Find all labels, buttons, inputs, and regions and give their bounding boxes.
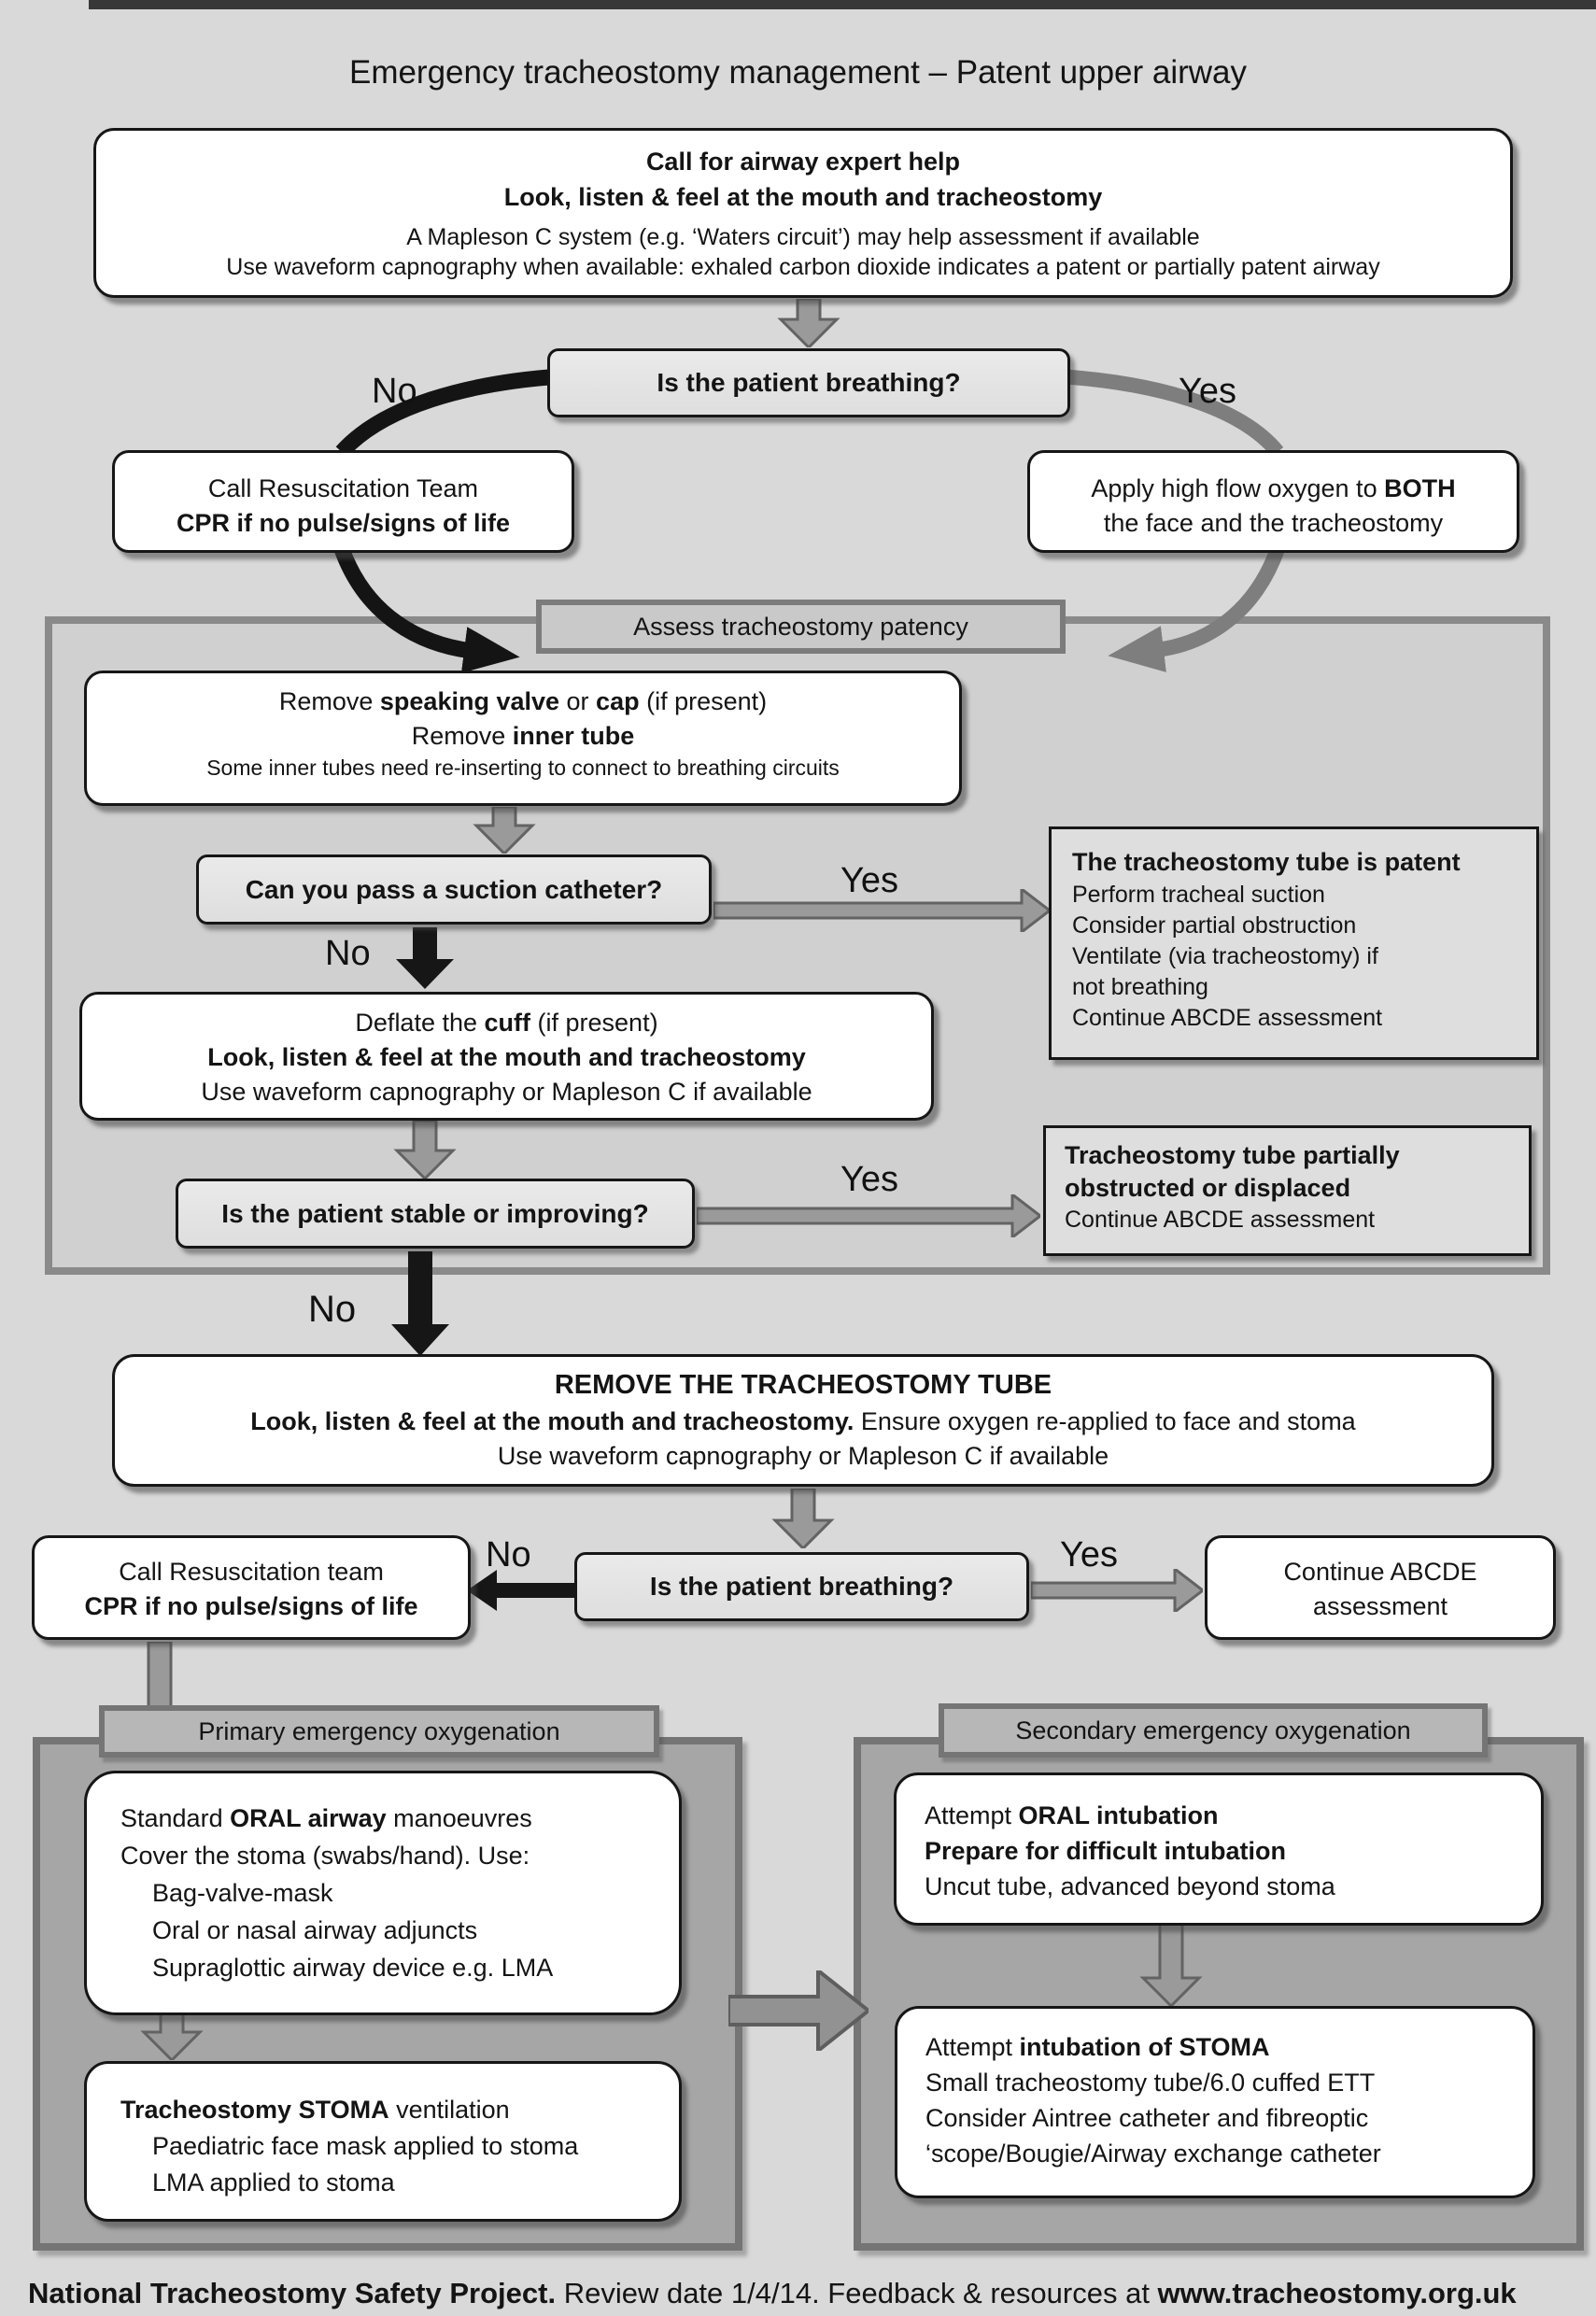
- cpr-2-line2: CPR if no pulse/signs of life: [84, 1592, 418, 1620]
- call-expert-line3: A Mapleson C system (e.g. ‘Waters circuit’) may help assessment if available: [406, 224, 1200, 250]
- question-breathing-1-text: Is the patient breathing?: [657, 368, 961, 397]
- yes-label-3: Yes: [840, 1160, 898, 1199]
- abcde-box: [1205, 1535, 1556, 1640]
- no-label-1: No: [372, 372, 417, 411]
- oral-airway-item: Bag-valve-mask: [152, 1879, 333, 1907]
- yes-curve-icon: [1059, 376, 1278, 452]
- arrow-down-black-icon: [392, 927, 458, 989]
- tube-patent-line: Ventilate (via tracheostomy) if: [1072, 943, 1378, 969]
- tube-obstructed-box: [1043, 1125, 1532, 1256]
- question-suction: [196, 854, 712, 925]
- call-expert-box: [93, 128, 1513, 298]
- no-curve-to-assess-icon: [342, 549, 472, 651]
- arrow-down-icon: [472, 807, 537, 854]
- yes-label-1: Yes: [1179, 372, 1236, 411]
- arrow-down-icon: [770, 1489, 836, 1548]
- yes-curve-to-assess-icon: [1156, 549, 1278, 650]
- call-expert-line1: Call for airway expert help: [645, 148, 961, 176]
- arrow-right-large-icon: [728, 1970, 869, 2051]
- deflate-cuff-box: [79, 992, 934, 1121]
- primary-oxygenation-title-bar: [99, 1705, 659, 1758]
- stoma-ventilation-box: [84, 2061, 682, 2222]
- stoma-intubation-box: [895, 2006, 1535, 2198]
- remove-valve-line1: Remove speaking valve or cap (if present): [278, 687, 768, 715]
- secondary-oxygenation-title-bar: [939, 1703, 1488, 1758]
- stoma-intubation-line1: Attempt intubation of STOMA: [925, 2033, 1270, 2061]
- stoma-intubation-line: ‘scope/Bougie/Airway exchange catheter: [925, 2139, 1381, 2168]
- deflate-line2: Look, listen & feel at the mouth and tracheostomy: [207, 1043, 806, 1071]
- oral-airway-item: Supraglottic airway device e.g. LMA: [152, 1954, 554, 1982]
- arrow-down-icon: [776, 299, 841, 347]
- arrow-down-black-icon: [388, 1251, 453, 1356]
- arrow-left-black-icon: [467, 1570, 575, 1611]
- cpr-box-2: [32, 1535, 471, 1640]
- stoma-intubation-line: Consider Aintree catheter and fibreoptic: [925, 2104, 1369, 2132]
- remove-valve-line3: Some inner tubes need re-inserting to connect to breathing circuits: [206, 756, 840, 780]
- deflate-line3: Use waveform capnography or Mapleson C if available: [201, 1078, 812, 1106]
- question-breathing-1: [547, 348, 1070, 417]
- oral-intubation-line3: Uncut tube, advanced beyond stoma: [925, 1872, 1335, 1900]
- arrow-down-icon: [1138, 1924, 1204, 2006]
- remove-valve-box: [84, 671, 962, 806]
- cpr-2-line1: Call Resuscitation team: [119, 1558, 384, 1586]
- secondary-oxygenation-title: Secondary emergency oxygenation: [1015, 1716, 1411, 1744]
- oral-intubation-line1: Attempt ORAL intubation: [925, 1801, 1219, 1829]
- oxygen-box: [1027, 450, 1519, 553]
- oral-airway-item: Oral or nasal airway adjuncts: [152, 1916, 478, 1944]
- top-edge-strip: [89, 0, 1596, 9]
- arrow-down-icon: [139, 2013, 205, 2060]
- stoma-intubation-line: Small tracheostomy tube/6.0 cuffed ETT: [925, 2069, 1376, 2097]
- tube-patent-line: Perform tracheal suction: [1072, 882, 1325, 908]
- remove-tube-line2: Look, listen & feel at the mouth and tracheostomy. Ensure oxygen re-applied to face and stoma: [250, 1407, 1356, 1435]
- stoma-ventilation-line1: Tracheostomy STOMA ventilation: [120, 2096, 510, 2124]
- assess-patency-title: Assess tracheostomy patency: [633, 612, 968, 641]
- oral-airway-line2: Cover the stoma (swabs/hand). Use:: [120, 1842, 530, 1870]
- oxygen-line2: the face and the tracheostomy: [1103, 509, 1444, 537]
- primary-oxygenation-title: Primary emergency oxygenation: [198, 1716, 560, 1745]
- oral-airway-line1: Standard ORAL airway manoeuvres: [120, 1804, 532, 1832]
- no-label-3: No: [308, 1289, 357, 1330]
- assess-patency-bar: [536, 600, 1066, 654]
- oral-intubation-box: [894, 1772, 1544, 1926]
- cpr-box-1: [112, 450, 574, 553]
- remove-valve-line2: Remove inner tube: [411, 722, 635, 750]
- cpr-1-line2: CPR if no pulse/signs of life: [176, 509, 511, 537]
- page-title: Emergency tracheostomy management – Patent upper airway: [348, 54, 1248, 91]
- oxygen-line1: Apply high flow oxygen to BOTH: [1091, 474, 1456, 502]
- question-breathing-2-text: Is the patient breathing?: [649, 1572, 954, 1601]
- tube-patent-line: Continue ABCDE assessment: [1072, 1005, 1383, 1031]
- tube-patent-box: [1049, 826, 1539, 1060]
- footer-text: National Tracheostomy Safety Project. Review date 1/4/14. Feedback & resources at www.tracheostomy.org.uk: [28, 2277, 1517, 2309]
- oral-airway-box: [84, 1771, 682, 2015]
- call-expert-line2: Look, listen & feel at the mouth and tracheostomy: [503, 183, 1103, 211]
- no-label-4: No: [486, 1535, 531, 1575]
- abcde-line1: Continue ABCDE: [1283, 1558, 1477, 1586]
- yes-label-2: Yes: [840, 861, 898, 900]
- oral-intubation-line2: Prepare for difficult intubation: [925, 1837, 1287, 1865]
- remove-tube-line3: Use waveform capnography or Mapleson C if available: [497, 1442, 1109, 1470]
- question-breathing-2: [574, 1552, 1029, 1621]
- no-label-2: No: [325, 934, 371, 973]
- tube-patent-title: The tracheostomy tube is patent: [1072, 848, 1461, 876]
- question-stable: [176, 1179, 695, 1249]
- question-stable-text: Is the patient stable or improving?: [221, 1198, 649, 1228]
- stoma-ventilation-item: Paediatric face mask applied to stoma: [152, 2132, 579, 2160]
- yes-label-4: Yes: [1060, 1535, 1118, 1575]
- tube-obstructed-line: Continue ABCDE assessment: [1065, 1207, 1376, 1233]
- call-expert-line4: Use waveform capnography when available: exhaled carbon dioxide indicates a patent or partially patent airway: [226, 254, 1380, 280]
- arrow-right-icon: [697, 1194, 1040, 1237]
- tube-patent-line: Consider partial obstruction: [1072, 912, 1357, 939]
- question-suction-text: Can you pass a suction catheter?: [245, 874, 663, 904]
- cpr-1-line1: Call Resuscitation Team: [207, 474, 479, 502]
- remove-tube-line1: REMOVE THE TRACHEOSTOMY TUBE: [554, 1370, 1052, 1400]
- arrow-down-icon: [392, 1121, 458, 1179]
- stoma-ventilation-item: LMA applied to stoma: [152, 2168, 395, 2196]
- tube-obstructed-title2: obstructed or displaced: [1065, 1174, 1351, 1202]
- tube-obstructed-title1: Tracheostomy tube partially: [1065, 1141, 1400, 1169]
- abcde-line2: assessment: [1312, 1592, 1448, 1620]
- remove-tube-box: [112, 1354, 1494, 1487]
- deflate-line1: Deflate the cuff (if present): [355, 1009, 658, 1037]
- tube-patent-line: not breathing: [1072, 974, 1208, 1000]
